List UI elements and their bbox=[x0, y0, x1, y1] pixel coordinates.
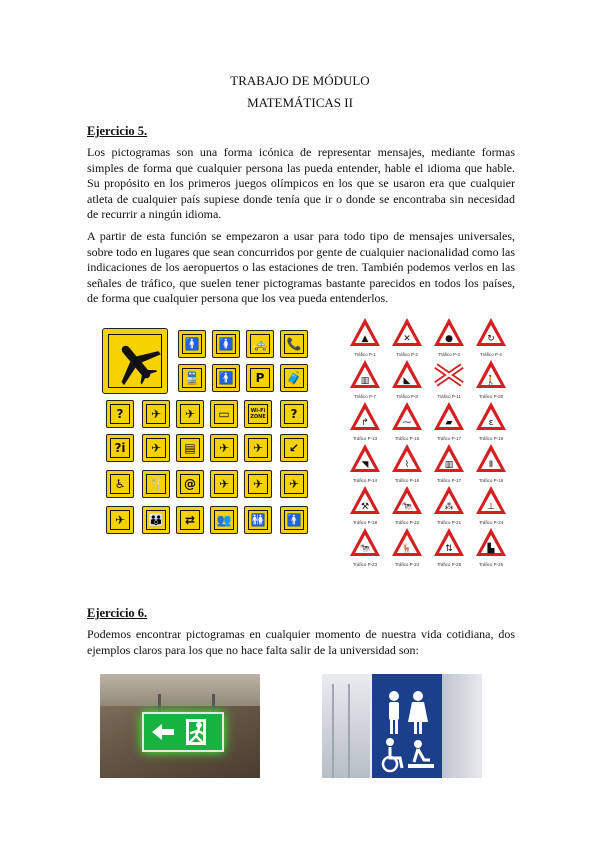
airport-sign-icon: 🚺 bbox=[212, 330, 240, 358]
traffic-warning-sign bbox=[432, 526, 466, 572]
warning-triangle-icon bbox=[474, 442, 508, 476]
traffic-warning-sign bbox=[432, 400, 466, 446]
traffic-sign-caption: Tráfico P-23 bbox=[352, 562, 378, 567]
traffic-warning-sign bbox=[474, 442, 508, 488]
airport-sign-icon: 🚹 bbox=[178, 330, 206, 358]
traffic-warning-sign bbox=[432, 484, 466, 530]
airport-sign-icon: ✈ bbox=[210, 470, 238, 498]
warning-triangle-icon bbox=[390, 400, 424, 434]
airport-sign-icon: ✈ bbox=[210, 434, 238, 462]
airport-sign-icon: ▭ bbox=[210, 400, 238, 428]
traffic-warning-sign bbox=[432, 442, 466, 488]
traffic-warning-sign bbox=[432, 316, 466, 362]
airport-sign-icon: 🚆 bbox=[178, 364, 206, 392]
warning-triangle-icon bbox=[348, 358, 382, 392]
exercise-6-paragraph-1: Podemos encontrar pictogramas en cualquier momento de nuestra vida cotidiana, dos ejemplos claros para los que no hace falta salir de la universidad son: bbox=[87, 627, 515, 657]
svg-text:Ⅱ: Ⅱ bbox=[488, 460, 494, 470]
traffic-warning-sign bbox=[390, 484, 424, 530]
traffic-warning-sign bbox=[390, 526, 424, 572]
traffic-sign-caption: Tráfico P-17 bbox=[436, 436, 462, 441]
airport-sign-icon: Wi-Fi ZONE bbox=[244, 400, 272, 428]
traffic-sign-caption: Tráfico P-19 bbox=[478, 478, 504, 483]
airport-sign-icon: ✈ bbox=[106, 506, 134, 534]
airport-sign-icon: ? bbox=[106, 400, 134, 428]
airport-sign-icon: ✈ bbox=[244, 470, 272, 498]
traffic-sign-caption: Tráfico P-3 bbox=[438, 352, 460, 357]
svg-text:▙: ▙ bbox=[487, 544, 495, 554]
traffic-sign-caption: Tráfico P-20 bbox=[478, 394, 504, 399]
warning-triangle-icon bbox=[474, 316, 508, 350]
traffic-warning-sign bbox=[348, 316, 382, 362]
warning-triangle-icon bbox=[348, 316, 382, 350]
warning-triangle-icon bbox=[432, 484, 466, 518]
traffic-warning-sign bbox=[348, 400, 382, 446]
svg-text:⇅: ⇅ bbox=[445, 544, 453, 554]
restroom-sign-photo bbox=[322, 674, 482, 778]
svg-text:▰: ▰ bbox=[445, 418, 453, 428]
traffic-warning-sign bbox=[348, 358, 382, 404]
airport-sign-icon: ✈ bbox=[244, 434, 272, 462]
traffic-warning-sign bbox=[348, 484, 382, 530]
restroom-sign-icon bbox=[372, 674, 442, 778]
traffic-signs-figure bbox=[340, 316, 520, 566]
warning-triangle-icon bbox=[432, 400, 466, 434]
exercise-5-paragraph-2: A partir de esta función se empezaron a usar para todo tipo de mensajes universales, sobre todo en lugares que sean concurridos por gente de cualquier nacionalidad como las indicaciones de los aeropuertos o las estaciones de tren. También podemos verlos en las señales de tráfico, que suelen tener pictogramas bastante parecidos en todos los países, de forma que cualquier persona que los vea pueda entenderlos. bbox=[87, 229, 515, 306]
airport-sign-icon: 👥 bbox=[210, 506, 238, 534]
warning-triangle-icon bbox=[432, 316, 466, 350]
svg-text:↻: ↻ bbox=[487, 334, 495, 344]
traffic-sign-caption: Tráfico P-1 bbox=[354, 352, 376, 357]
airport-sign-icon: 📞 bbox=[280, 330, 308, 358]
warning-triangle-icon bbox=[432, 526, 466, 560]
airport-sign-icon: ▤ bbox=[176, 434, 204, 462]
traffic-sign-caption: Tráfico P-18 bbox=[352, 520, 378, 525]
traffic-sign-caption: Tráfico P-16 bbox=[394, 478, 420, 483]
airport-sign-icon: P bbox=[246, 364, 274, 392]
warning-triangle-icon bbox=[474, 400, 508, 434]
traffic-sign-caption: Tráfico P-14 bbox=[352, 478, 378, 483]
svg-text:◣: ◣ bbox=[403, 376, 411, 386]
airport-sign-icon: 🚹 bbox=[280, 506, 308, 534]
traffic-warning-sign bbox=[474, 400, 508, 446]
traffic-warning-sign bbox=[348, 526, 382, 572]
airport-sign-icon: ⇄ bbox=[176, 506, 204, 534]
airport-sign-icon: ✈ bbox=[142, 400, 170, 428]
svg-text:🐄: 🐄 bbox=[401, 502, 413, 512]
traffic-sign-caption: Tráfico P-13 bbox=[352, 436, 378, 441]
exercise-5-paragraph-1: Los pictogramas son una forma icónica de representar mensajes, mediante formas simples de forma que cualquier persona las pueda entender, hable el idioma que hable. Su propósito en los primeros juegos olímpicos en los que se usaron era que cualquier atleta de cualquier país supiese donde tenía que ir o donde se encontraba sin necesidad de recurrir a ningún idioma. bbox=[87, 145, 515, 222]
exit-sign-photo bbox=[100, 674, 260, 778]
airport-sign-icon: ✈ bbox=[142, 434, 170, 462]
warning-triangle-icon bbox=[348, 400, 382, 434]
traffic-sign-caption: Tráfico P-4 bbox=[480, 352, 502, 357]
svg-text:⁓: ⁓ bbox=[402, 418, 412, 428]
traffic-sign-caption: Tráfico P-22 bbox=[394, 520, 420, 525]
traffic-warning-sign bbox=[474, 358, 508, 404]
traffic-sign-caption: Tráfico P-21 bbox=[436, 520, 462, 525]
traffic-sign-caption: Tráfico P-11 bbox=[436, 394, 461, 399]
traffic-sign-caption: Tráfico P-7 bbox=[354, 394, 376, 399]
exit-sign-icon bbox=[142, 712, 224, 752]
airport-sign-icon: 🚻 bbox=[244, 506, 272, 534]
warning-triangle-icon bbox=[390, 484, 424, 518]
svg-text:⌇: ⌇ bbox=[404, 460, 410, 470]
svg-text:↱: ↱ bbox=[361, 418, 369, 428]
airplane-icon bbox=[102, 328, 168, 394]
airport-sign-icon: @ bbox=[176, 470, 204, 498]
airport-sign-icon: 🚕 bbox=[246, 330, 274, 358]
traffic-warning-sign bbox=[474, 316, 508, 362]
svg-text:▥: ▥ bbox=[444, 460, 454, 470]
airport-sign-icon: ✈ bbox=[176, 400, 204, 428]
traffic-sign-caption: Tráfico P-24 bbox=[394, 562, 420, 567]
level-crossing-icon bbox=[432, 358, 466, 392]
airport-sign-icon: 🧳 bbox=[280, 364, 308, 392]
svg-text:✕: ✕ bbox=[403, 334, 411, 344]
airport-sign-icon: ✈ bbox=[280, 470, 308, 498]
exercise-5-heading: Ejercicio 5. bbox=[87, 124, 148, 138]
svg-text:ε: ε bbox=[488, 418, 494, 428]
svg-text:⚒: ⚒ bbox=[360, 502, 370, 512]
airport-sign-icon: ♿ bbox=[106, 470, 134, 498]
airport-sign-icon: ↙ bbox=[280, 434, 308, 462]
warning-triangle-icon bbox=[390, 358, 424, 392]
traffic-sign-caption: Tráfico P-24 bbox=[478, 520, 504, 525]
traffic-warning-sign bbox=[390, 442, 424, 488]
traffic-warning-sign bbox=[474, 484, 508, 530]
warning-triangle-icon bbox=[348, 526, 382, 560]
airport-sign-icon: ? bbox=[280, 400, 308, 428]
traffic-warning-sign bbox=[474, 526, 508, 572]
svg-text:🚶: 🚶 bbox=[485, 376, 497, 386]
warning-triangle-icon bbox=[348, 484, 382, 518]
traffic-warning-sign bbox=[390, 316, 424, 362]
airport-sign-icon: 🚹 bbox=[212, 364, 240, 392]
svg-text:●: ● bbox=[445, 334, 453, 344]
traffic-sign-caption: Tráfico P-25 bbox=[436, 562, 462, 567]
svg-text:▲: ▲ bbox=[361, 334, 369, 344]
document-subtitle: MATEMÁTICAS II bbox=[247, 95, 353, 110]
warning-triangle-icon bbox=[390, 442, 424, 476]
warning-triangle-icon bbox=[432, 442, 466, 476]
traffic-warning-sign bbox=[390, 400, 424, 446]
traffic-warning-sign bbox=[432, 358, 466, 404]
warning-triangle-icon bbox=[348, 442, 382, 476]
warning-triangle-icon bbox=[390, 316, 424, 350]
warning-triangle-icon bbox=[474, 526, 508, 560]
document-title: TRABAJO DE MÓDULO bbox=[230, 73, 370, 88]
warning-triangle-icon bbox=[474, 358, 508, 392]
traffic-sign-caption: Tráfico P-17 bbox=[436, 478, 462, 483]
traffic-sign-caption: Tráfico P-8 bbox=[396, 394, 418, 399]
exercise-6-heading: Ejercicio 6. bbox=[87, 606, 148, 620]
airport-signs-figure bbox=[100, 326, 312, 540]
traffic-warning-sign bbox=[348, 442, 382, 488]
traffic-sign-caption: Tráfico P-26 bbox=[478, 562, 504, 567]
traffic-sign-caption: Tráfico P-2 bbox=[396, 352, 418, 357]
warning-triangle-icon bbox=[474, 484, 508, 518]
airport-sign-icon: ?i bbox=[106, 434, 134, 462]
warning-triangle-icon bbox=[390, 526, 424, 560]
traffic-sign-caption: Tráfico P-19 bbox=[478, 436, 504, 441]
svg-text:🦌: 🦌 bbox=[401, 544, 413, 554]
airport-sign-icon: 🍴 bbox=[142, 470, 170, 498]
traffic-warning-sign bbox=[390, 358, 424, 404]
svg-text:⁂: ⁂ bbox=[444, 502, 454, 512]
airport-sign-icon: 👪 bbox=[142, 506, 170, 534]
svg-text:⊥: ⊥ bbox=[487, 502, 495, 512]
svg-text:🐄: 🐄 bbox=[359, 544, 371, 554]
svg-text:▥: ▥ bbox=[360, 376, 370, 386]
svg-text:◥: ◥ bbox=[361, 460, 369, 470]
traffic-sign-caption: Tráfico P-15 bbox=[394, 436, 420, 441]
